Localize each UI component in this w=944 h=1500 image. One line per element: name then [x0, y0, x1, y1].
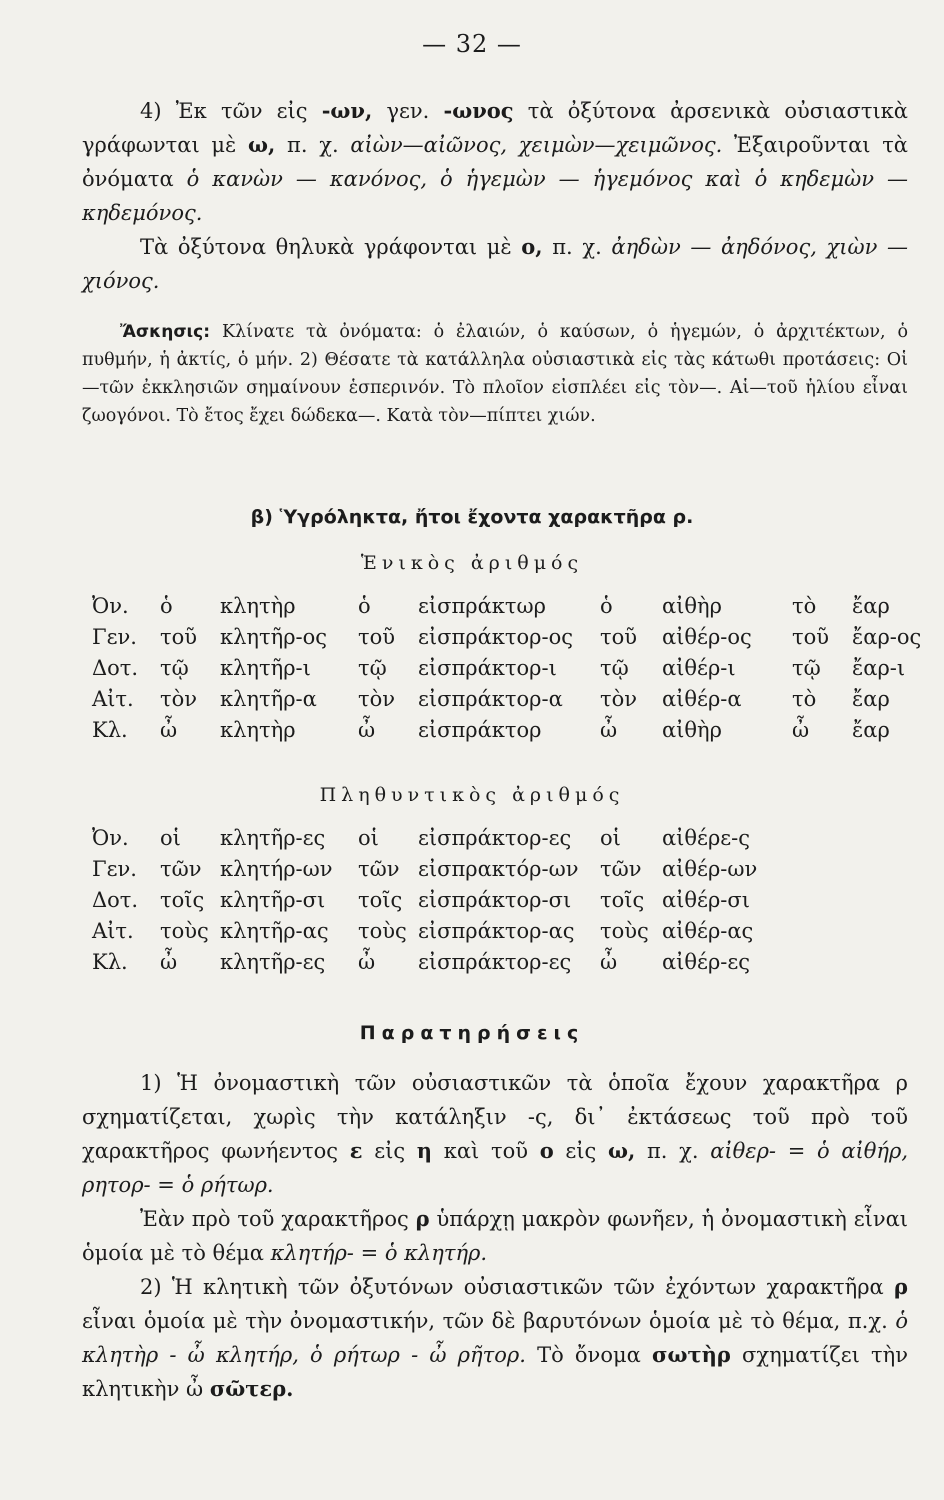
article-cell: τοὺς: [358, 918, 407, 943]
rule-4-text: 4) Ἐκ τῶν εἰς: [140, 99, 322, 123]
rule-4-feminine-text: Τὰ ὀξύτονα θηλυκὰ γράφονται μὲ: [140, 235, 522, 259]
noun-form-cell: κλητῆρ-α: [220, 686, 317, 711]
declension-row: [92, 884, 792, 915]
noun-form-cell: εἰσπράκτορ-σι: [418, 887, 572, 912]
obs-text: εἰς: [553, 1139, 608, 1163]
obs-text: καὶ τοῦ: [432, 1139, 540, 1163]
declension-row: [92, 590, 921, 621]
declension-row: [92, 683, 921, 714]
exercise-paragraph: [82, 318, 908, 430]
article-cell: τὸ: [792, 593, 817, 618]
obs-text: εἶναι ὁμοία μὲ τὴν ὀνομαστικήν, τῶν δὲ βαρυτόνων ὁμοία μὲ τὸ θέμα, π.χ.: [82, 1309, 896, 1333]
article-cell: τῶν: [160, 856, 202, 881]
obs-examples: κλητήρ- = ὁ κλητήρ.: [270, 1241, 488, 1265]
noun-form-cell: εἰσπράκτορ-α: [418, 686, 563, 711]
letter-epsilon: ε: [349, 1138, 363, 1163]
article-cell: τὸν: [160, 686, 198, 711]
article-cell: τοῦ: [160, 624, 198, 649]
noun-form-cell: εἰσπράκτορ-ος: [418, 624, 574, 649]
noun-form-cell: ἔαρ-ος: [852, 624, 922, 649]
rule-4-feminine-examples: ἀηδὼν — ἀηδόνος, χιὼν — χιόνος.: [82, 235, 909, 293]
obs-examples: ὁ κλητὴρ - ὦ κλητήρ, ὁ ρήτωρ - ὦ ρῆτορ.: [82, 1309, 908, 1367]
word-soter-vocative: σῶτερ.: [209, 1376, 294, 1401]
case-label: Δοτ.: [92, 655, 139, 680]
article-cell: τῷ: [160, 655, 189, 680]
article-cell: τοὺς: [160, 918, 209, 943]
rule-4-examples: αἰὼν—αἰῶνος, χειμὼν—χειμῶνος.: [350, 133, 723, 157]
noun-form-cell: αἰθέρ-α: [662, 686, 742, 711]
case-label: Δοτ.: [92, 887, 139, 912]
noun-form-cell: κλητὴρ: [220, 717, 296, 742]
singular-title: Ἑνικὸς ἀριθμός: [360, 552, 584, 574]
article-cell: τῶν: [358, 856, 400, 881]
exercise-label: Ἄσκησις:: [120, 322, 211, 342]
noun-form-cell: εἰσπράκτορ-ες: [418, 825, 572, 850]
noun-form-cell: αἰθέρ-ας: [662, 918, 754, 943]
letter-omicron: ο,: [521, 234, 543, 259]
letter-omega: ω,: [248, 132, 276, 157]
observation-1: [82, 1066, 908, 1202]
article-cell: τῶν: [600, 856, 642, 881]
article-cell: τοῦ: [358, 624, 396, 649]
article-cell: οἱ: [600, 825, 621, 850]
obs-text: 2) Ἡ κλητικὴ τῶν ὀξυτόνων οὐσιαστικῶν τῶν ἐχόντων χαρακτῆρα: [140, 1275, 895, 1299]
plural-title: Πληθυντικὸς ἀριθμός: [319, 784, 625, 806]
article-cell: ὁ: [600, 593, 613, 618]
declension-row: [92, 822, 792, 853]
obs-text: 1) Ἡ ὀνομαστικὴ τῶν οὐσιαστικῶν τὰ ὁποῖα ἔχουν χαρακτῆρα ρ σχηματίζεται, χωρὶς τὴν κατάληξιν -ς, δι᾽ ἐκτάσεως τοῦ πρὸ τοῦ χαρακτῆρος φωνήεντος: [82, 1071, 908, 1163]
noun-form-cell: κλητῆρ-ες: [220, 825, 326, 850]
noun-form-cell: κλητῆρ-ος: [220, 624, 328, 649]
observation-2: [82, 1270, 908, 1406]
ending-onos: -ωνος: [443, 98, 514, 123]
noun-form-cell: κλητήρ-ων: [220, 856, 333, 881]
noun-form-cell: ἔαρ-ι: [852, 655, 906, 680]
noun-form-cell: αἰθὴρ: [662, 717, 722, 742]
letter-omega: ω,: [607, 1138, 636, 1163]
article-cell: τῷ: [358, 655, 387, 680]
obs-examples: αἰθερ- = ὁ αἰθήρ, ρητορ- = ὁ ρήτωρ.: [82, 1139, 908, 1197]
case-label: Γεν.: [92, 624, 137, 649]
singular-declension-table: [92, 590, 921, 745]
exercise-text: Κλίνατε τὰ ὀνόματα: ὁ ἐλαιών, ὁ καύσων, ὁ ἡγεμών, ὁ ἀρχιτέκτων, ὁ πυθμήν, ἡ ἀκτίς, ὁ μήν. 2) Θέσατε τὰ κατάλληλα οὐσιαστικὰ εἰς τὰς κάτωθι προτάσεις: Οἱ—τῶν ἐκκλησιῶν σημαίνουν ἑσπερινόν. Τὸ πλοῖον εἰσπλέει εἰς τὸν—. Αἱ—τοῦ ἡλίου εἶναι ζωογόνοι. Τὸ ἔτος ἔχει δώδεκα—. Κατὰ τὸν—πίπτει χιών.: [82, 322, 908, 426]
article-cell: τοῖς: [600, 887, 645, 912]
case-label: Κλ.: [92, 717, 128, 742]
case-label: Ὀν.: [92, 593, 129, 618]
obs-text: εἰς: [362, 1139, 417, 1163]
noun-form-cell: αἰθὴρ: [662, 593, 722, 618]
article-cell: τὸ: [792, 686, 817, 711]
rule-4-feminine-text: π. χ.: [542, 235, 612, 259]
article-cell: οἱ: [358, 825, 379, 850]
article-cell: τοῦ: [792, 624, 830, 649]
noun-form-cell: ἔαρ: [852, 686, 890, 711]
noun-form-cell: εἰσπράκτορ-ι: [418, 655, 557, 680]
article-cell: ὦ: [600, 717, 618, 742]
rule-4-exceptions: ὁ κανὼν — κανόνος, ὁ ἡγεμὼν — ἡγεμόνος καὶ ὁ κηδεμὼν — κηδεμόνος.: [82, 167, 909, 225]
declension-row: [92, 714, 921, 745]
noun-form-cell: ἔαρ: [852, 593, 890, 618]
word-soter: σωτὴρ: [651, 1342, 731, 1367]
page-number: — 32 —: [422, 30, 522, 58]
article-cell: τὸν: [600, 686, 638, 711]
article-cell: ὦ: [160, 949, 178, 974]
case-label: Αἰτ.: [92, 686, 134, 711]
article-cell: τοῖς: [160, 887, 205, 912]
noun-form-cell: αἰθέρ-ος: [662, 624, 752, 649]
obs-text: Ἐὰν πρὸ τοῦ χαρακτῆρος: [140, 1207, 416, 1231]
article-cell: τοῖς: [358, 887, 403, 912]
noun-form-cell: κλητὴρ: [220, 593, 296, 618]
obs-text: π. χ.: [635, 1139, 711, 1163]
article-cell: ὦ: [358, 717, 376, 742]
case-label: Γεν.: [92, 856, 137, 881]
article-cell: ὁ: [160, 593, 173, 618]
noun-form-cell: εἰσπρακτόρ-ων: [418, 856, 579, 881]
article-cell: οἱ: [160, 825, 181, 850]
noun-form-cell: εἰσπράκτορ: [418, 717, 542, 742]
article-cell: ὦ: [600, 949, 618, 974]
section-b-heading: β) Ὑγρόληκτα, ἤτοι ἔχοντα χαρακτῆρα ρ.: [250, 506, 694, 528]
noun-form-cell: εἰσπράκτορ-ες: [418, 949, 572, 974]
noun-form-cell: αἰθέρ-ων: [662, 856, 758, 881]
noun-form-cell: εἰσπράκτωρ: [418, 593, 546, 618]
noun-form-cell: ἔαρ: [852, 717, 890, 742]
declension-row: [92, 652, 921, 683]
declension-row: [92, 621, 921, 652]
noun-form-cell: αἰθέρ-σι: [662, 887, 750, 912]
case-label: Αἰτ.: [92, 918, 134, 943]
article-cell: τοὺς: [600, 918, 649, 943]
obs-text: ὑπάρχῃ μακρὸν φωνῆεν, ἡ ὀνομαστικὴ εἶναι ὁμοία μὲ τὸ θέμα: [82, 1207, 908, 1265]
observations-block: [82, 1066, 908, 1406]
article-cell: ὦ: [792, 717, 810, 742]
declension-row: [92, 915, 792, 946]
ending-on: -ων,: [321, 98, 373, 123]
noun-form-cell: κλητῆρ-σι: [220, 887, 326, 912]
noun-form-cell: εἰσπράκτορ-ας: [418, 918, 575, 943]
declension-row: [92, 853, 792, 884]
obs-text: σχηματίζει τὴν κλητικὴν ὦ: [82, 1343, 908, 1401]
noun-form-cell: αἰθέρ-ες: [662, 949, 751, 974]
article-cell: ὦ: [160, 717, 178, 742]
article-cell: τὸν: [358, 686, 396, 711]
plural-declension-table: [92, 822, 792, 977]
observation-1b: [82, 1202, 908, 1270]
observations-title: Παρατηρήσεις: [359, 1022, 585, 1044]
rule-4-paragraph: [82, 94, 908, 298]
noun-form-cell: αἰθέρε-ς: [662, 825, 751, 850]
rule-4-text: τὰ ὀξύτονα ἀρσενικὰ οὐσιαστικὰ γράφωνται μὲ: [82, 99, 908, 157]
article-cell: ὁ: [358, 593, 371, 618]
letter-rho: ρ: [415, 1206, 430, 1231]
obs-text: Τὸ ὄνομα: [525, 1343, 652, 1367]
letter-rho: ρ: [894, 1274, 908, 1299]
case-label: Κλ.: [92, 949, 128, 974]
article-cell: τῷ: [792, 655, 821, 680]
rule-4-text: γεν.: [372, 99, 444, 123]
declension-row: [92, 946, 792, 977]
rule-4-text: π. χ.: [275, 133, 351, 157]
letter-eta: η: [416, 1138, 433, 1163]
noun-form-cell: αἰθέρ-ι: [662, 655, 736, 680]
noun-form-cell: κλητῆρ-ες: [220, 949, 326, 974]
rule-4-text: Ἐξαιροῦνται τὰ ὀνόματα: [82, 133, 908, 191]
case-label: Ὀν.: [92, 825, 129, 850]
letter-omicron: ο: [539, 1138, 554, 1163]
noun-form-cell: κλητῆρ-ας: [220, 918, 329, 943]
article-cell: τῷ: [600, 655, 629, 680]
noun-form-cell: κλητῆρ-ι: [220, 655, 311, 680]
article-cell: ὦ: [358, 949, 376, 974]
article-cell: τοῦ: [600, 624, 638, 649]
